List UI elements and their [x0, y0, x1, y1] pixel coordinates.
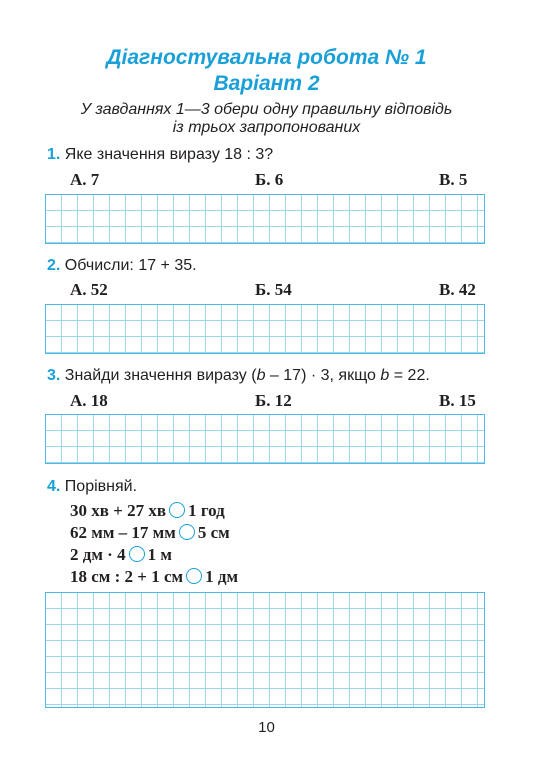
- task-4-question: [47, 477, 137, 497]
- task-2-option-c[interactable]: В. 42: [439, 280, 476, 299]
- comparison-right: 1 год: [188, 501, 225, 520]
- comparison-left: 30 хв + 27 хв: [70, 501, 167, 520]
- task-1-option-b[interactable]: Б. 6: [255, 170, 284, 189]
- task-3-option-a[interactable]: А. 18: [70, 391, 108, 410]
- task-2-answer-grid[interactable]: [45, 304, 485, 354]
- task-1-option-c[interactable]: В. 5: [439, 170, 468, 189]
- instruction-line-2: із трьох запропонованих: [172, 119, 361, 136]
- task-4-text: Порівняй.: [64, 478, 138, 495]
- task-3-text-before: Знайди значення виразу (: [64, 367, 257, 384]
- comparison-circle[interactable]: [186, 568, 202, 584]
- task-2-option-a[interactable]: А. 52: [70, 280, 108, 299]
- page-title: Діагностувальна робота № 1: [106, 46, 427, 69]
- task-1-option-a[interactable]: А. 7: [70, 170, 100, 189]
- comparison-circle[interactable]: [179, 524, 195, 540]
- task-3-option-b[interactable]: Б. 12: [255, 391, 292, 410]
- comparison-right: 5 см: [197, 523, 230, 542]
- comparison-right: 1 дм: [205, 567, 239, 586]
- task-4-answer-grid[interactable]: [45, 592, 485, 708]
- comparison-row: [70, 544, 172, 566]
- task-3-text-after: = 22.: [389, 367, 430, 384]
- comparison-circle[interactable]: [169, 502, 185, 518]
- task-3-number: 3.: [47, 367, 61, 384]
- task-3-option-c[interactable]: В. 15: [439, 391, 476, 410]
- task-1-text: Яке значення виразу 18 : 3?: [64, 146, 274, 163]
- task-3-var-b: b: [256, 367, 266, 384]
- task-3-text-middle: – 17) · 3, якщо: [265, 367, 381, 384]
- instruction-line-1: У завданнях 1—3 обери одну правильну відповідь: [80, 101, 453, 118]
- comparison-row: [70, 566, 238, 588]
- task-1-question: [47, 145, 273, 165]
- comparison-row: [70, 522, 230, 544]
- comparison-row: [70, 500, 225, 522]
- task-4-number: 4.: [47, 478, 61, 495]
- comparison-left: 18 см : 2 + 1 см: [70, 567, 184, 586]
- page-number: 10: [258, 719, 275, 736]
- task-3-var-b-2: b: [380, 367, 390, 384]
- comparison-left: 2 дм · 4: [70, 545, 126, 564]
- task-1-answer-grid[interactable]: [45, 194, 485, 244]
- variant-title: Варіант 2: [213, 72, 320, 95]
- task-2-text: Обчисли: 17 + 35.: [64, 257, 197, 274]
- comparison-right: 1 м: [147, 545, 172, 564]
- task-1-number: 1.: [47, 146, 61, 163]
- comparison-circle[interactable]: [129, 546, 145, 562]
- task-2-number: 2.: [47, 257, 61, 274]
- task-2-option-b[interactable]: Б. 54: [255, 280, 292, 299]
- comparison-left: 62 мм – 17 мм: [70, 523, 176, 542]
- task-3-answer-grid[interactable]: [45, 414, 485, 464]
- task-3-question: [47, 366, 430, 386]
- task-2-question: [47, 256, 197, 276]
